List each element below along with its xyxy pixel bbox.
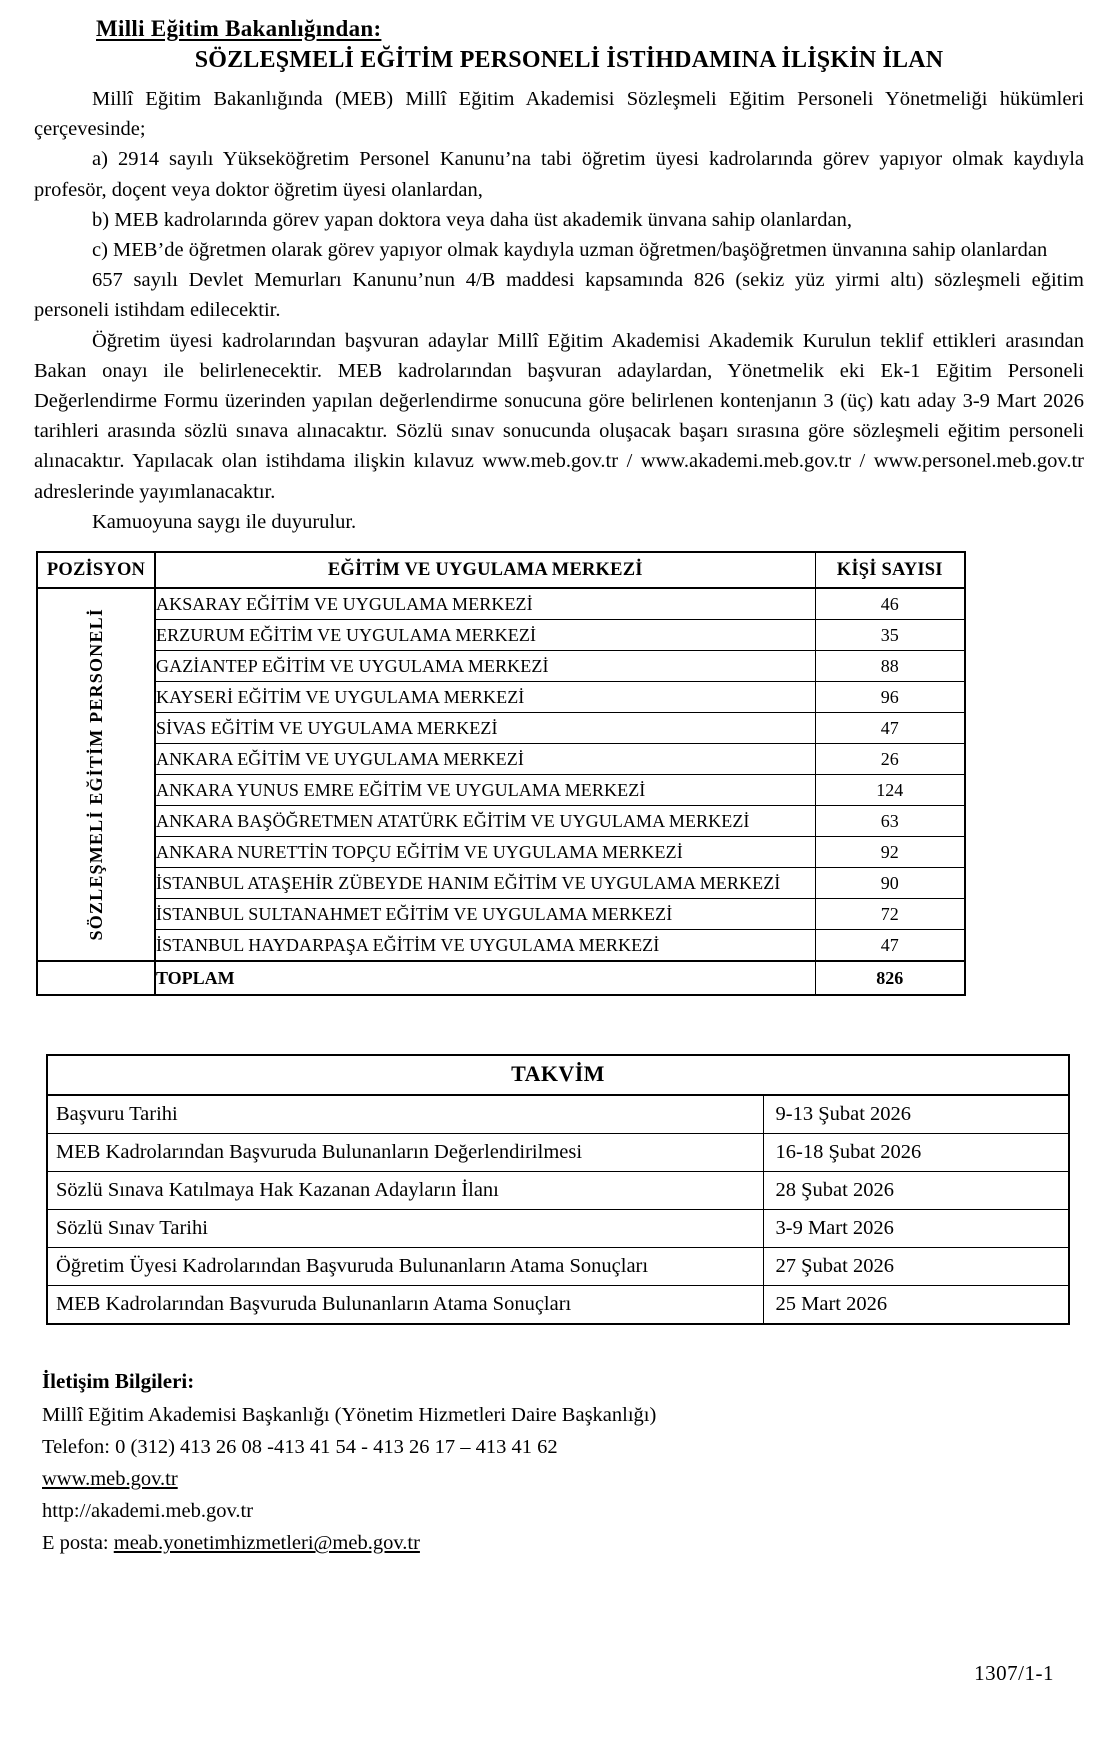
contact-phone: Telefon: 0 (312) 413 26 08 -413 41 54 - 413 26 17 – 413 41 62 <box>42 1436 558 1459</box>
education-centers-table <box>36 551 966 996</box>
website-meb-link[interactable]: www.meb.gov.tr <box>42 1468 178 1491</box>
total-empty-cell <box>37 961 155 995</box>
paragraph-item-b: b) MEB kadrolarında görev yapan doktora veya daha üst akademik ünvana sahip olanlardan, <box>92 208 852 231</box>
center-name: SİVAS EĞİTİM VE UYGULAMA MERKEZİ <box>155 713 815 744</box>
calendar-item-date: 3-9 Mart 2026 <box>763 1210 1069 1248</box>
calendar-table <box>46 1054 1070 1325</box>
paragraph-intro: Millî Eğitim Bakanlığında (MEB) Millî Eğitim Akademisi Sözleşmeli Eğitim Personeli Yönetmeliği hükümleri çerçevesinde; <box>34 88 1084 141</box>
center-name: ANKARA YUNUS EMRE EĞİTİM VE UYGULAMA MERKEZİ <box>155 775 815 806</box>
calendar-item-label: MEB Kadrolarından Başvuruda Bulunanların Atama Sonuçları <box>47 1286 763 1325</box>
document-header <box>0 0 1118 74</box>
center-count: 47 <box>815 713 965 744</box>
center-count: 92 <box>815 837 965 868</box>
calendar-item-label: Sözlü Sınava Katılmaya Hak Kazanan Adayların İlanı <box>47 1172 763 1210</box>
document-reference-code: 1307/1-1 <box>974 1661 1054 1685</box>
page-title: SÖZLEŞMELİ EĞİTİM PERSONELİ İSTİHDAMINA İLİŞKİN İLAN <box>194 47 944 73</box>
center-name: GAZİANTEP EĞİTİM VE UYGULAMA MERKEZİ <box>155 651 815 682</box>
table-header-row <box>37 552 965 588</box>
table-row <box>37 837 965 868</box>
calendar-item-date: 9-13 Şubat 2026 <box>763 1095 1069 1134</box>
contact-website-akademi[interactable]: http://akademi.meb.gov.tr <box>42 1500 254 1523</box>
total-count: 826 <box>815 961 965 995</box>
position-vertical-label: SÖZLEŞMELİ EĞİTİM PERSONELİ <box>85 608 106 941</box>
calendar-row <box>47 1248 1069 1286</box>
calendar-item-label: Başvuru Tarihi <box>47 1095 763 1134</box>
calendar-item-date: 16-18 Şubat 2026 <box>763 1134 1069 1172</box>
center-count: 96 <box>815 682 965 713</box>
table-row <box>37 806 965 837</box>
center-name: ERZURUM EĞİTİM VE UYGULAMA MERKEZİ <box>155 620 815 651</box>
table-row <box>37 899 965 930</box>
calendar-row <box>47 1134 1069 1172</box>
column-header-position: POZİSYON <box>37 552 155 588</box>
center-count: 88 <box>815 651 965 682</box>
center-count: 26 <box>815 744 965 775</box>
calendar-item-label: Öğretim Üyesi Kadrolarından Başvuruda Bulunanların Atama Sonuçları <box>47 1248 763 1286</box>
table-row <box>37 868 965 899</box>
calendar-row <box>47 1172 1069 1210</box>
center-name: AKSARAY EĞİTİM VE UYGULAMA MERKEZİ <box>155 588 815 620</box>
calendar-title: TAKVİM <box>47 1055 1069 1095</box>
center-count: 72 <box>815 899 965 930</box>
column-header-count: KİŞİ SAYISI <box>815 552 965 588</box>
paragraph-item-a: a) 2914 sayılı Yükseköğretim Personel Kanunu’na tabi öğretim üyesi kadrolarında görev yapıyor olmak kaydıyla profesör, doçent veya doktor öğretim üyesi olanlardan, <box>34 148 1084 201</box>
contact-organization: Millî Eğitim Akademisi Başkanlığı (Yönetim Hizmetleri Daire Başkanlığı) <box>42 1404 657 1427</box>
column-header-center: EĞİTİM VE UYGULAMA MERKEZİ <box>155 552 815 588</box>
center-name: KAYSERİ EĞİTİM VE UYGULAMA MERKEZİ <box>155 682 815 713</box>
table-row <box>37 620 965 651</box>
center-count: 124 <box>815 775 965 806</box>
contact-email-line <box>42 1527 1118 1559</box>
contact-information <box>42 1365 1118 1559</box>
center-name: İSTANBUL SULTANAHMET EĞİTİM VE UYGULAMA MERKEZİ <box>155 899 815 930</box>
center-name: İSTANBUL HAYDARPAŞA EĞİTİM VE UYGULAMA MERKEZİ <box>155 930 815 962</box>
paragraph-closing: Kamuoyuna saygı ile duyurulur. <box>92 510 357 533</box>
total-label: TOPLAM <box>155 961 815 995</box>
vertical-label-holder <box>38 608 154 941</box>
center-name: ANKARA NURETTİN TOPÇU EĞİTİM VE UYGULAMA MERKEZİ <box>155 837 815 868</box>
center-name: İSTANBUL ATAŞEHİR ZÜBEYDE HANIM EĞİTİM VE UYGULAMA MERKEZİ <box>155 868 815 899</box>
center-count: 47 <box>815 930 965 962</box>
paragraph-item-c: c) MEB’de öğretmen olarak görev yapıyor olmak kaydıyla uzman öğretmen/başöğretmen ünvanına sahip olanlardan <box>92 239 1048 262</box>
calendar-row <box>47 1210 1069 1248</box>
center-count: 46 <box>815 588 965 620</box>
table-row <box>37 651 965 682</box>
table-row <box>37 775 965 806</box>
calendar-item-date: 28 Şubat 2026 <box>763 1172 1069 1210</box>
calendar-item-date: 25 Mart 2026 <box>763 1286 1069 1325</box>
announcement-body <box>34 84 1084 537</box>
table-row <box>37 713 965 744</box>
center-name: ANKARA EĞİTİM VE UYGULAMA MERKEZİ <box>155 744 815 775</box>
center-count: 90 <box>815 868 965 899</box>
calendar-item-label: MEB Kadrolarından Başvuruda Bulunanların Değerlendirilmesi <box>47 1134 763 1172</box>
table-row <box>37 682 965 713</box>
center-count: 35 <box>815 620 965 651</box>
calendar-row <box>47 1095 1069 1134</box>
table-row <box>37 744 965 775</box>
issuing-authority-title: Milli Eğitim Bakanlığından: <box>96 16 382 41</box>
table-total-row <box>37 961 965 995</box>
calendar-item-date: 27 Şubat 2026 <box>763 1248 1069 1286</box>
contact-website-meb[interactable] <box>42 1463 1118 1495</box>
email-link[interactable]: meab.yonetimhizmetleri@meb.gov.tr <box>113 1532 420 1555</box>
calendar-item-label: Sözlü Sınav Tarihi <box>47 1210 763 1248</box>
calendar-header-row <box>47 1055 1069 1095</box>
email-label: E posta: <box>42 1532 114 1555</box>
center-name: ANKARA BAŞÖĞRETMEN ATATÜRK EĞİTİM VE UYGULAMA MERKEZİ <box>155 806 815 837</box>
paragraph-quota: 657 sayılı Devlet Memurları Kanunu’nun 4/B maddesi kapsamında 826 (sekiz yüz yirmi altı) sözleşmeli eğitim personeli istihdam edilecektir. <box>34 269 1084 322</box>
position-vertical-label-cell <box>37 588 155 961</box>
table-row <box>37 930 965 962</box>
paragraph-procedure: Öğretim üyesi kadrolarından başvuran adaylar Millî Eğitim Akademisi Akademik Kurulun teklif ettikleri arasından Bakan onayı ile belirlenecektir. MEB kadrolarından başvuran adaylardan, Yönetmelik eki Ek-1 Eğitim Personeli Değerlendirme Formu üzerinden yapılan değerlendirme sonucuna göre belirlenen kontenjanın 3 (üç) katı aday 3-9 Mart 2026 tarihleri arasında sözlü sınava alınacaktır. Sözlü sınav sonucunda oluşacak başarı sırasına göre sözleşmeli eğitim personeli alınacaktır. Yapılacak olan istihdama ilişkin kılavuz www.meb.gov.tr / www.akademi.meb.gov.tr / www.personel.meb.gov.tr adreslerinde yayımlanacaktır. <box>34 329 1084 503</box>
contact-title: İletişim Bilgileri: <box>42 1369 195 1394</box>
center-count: 63 <box>815 806 965 837</box>
table-row <box>37 588 965 620</box>
calendar-row <box>47 1286 1069 1325</box>
